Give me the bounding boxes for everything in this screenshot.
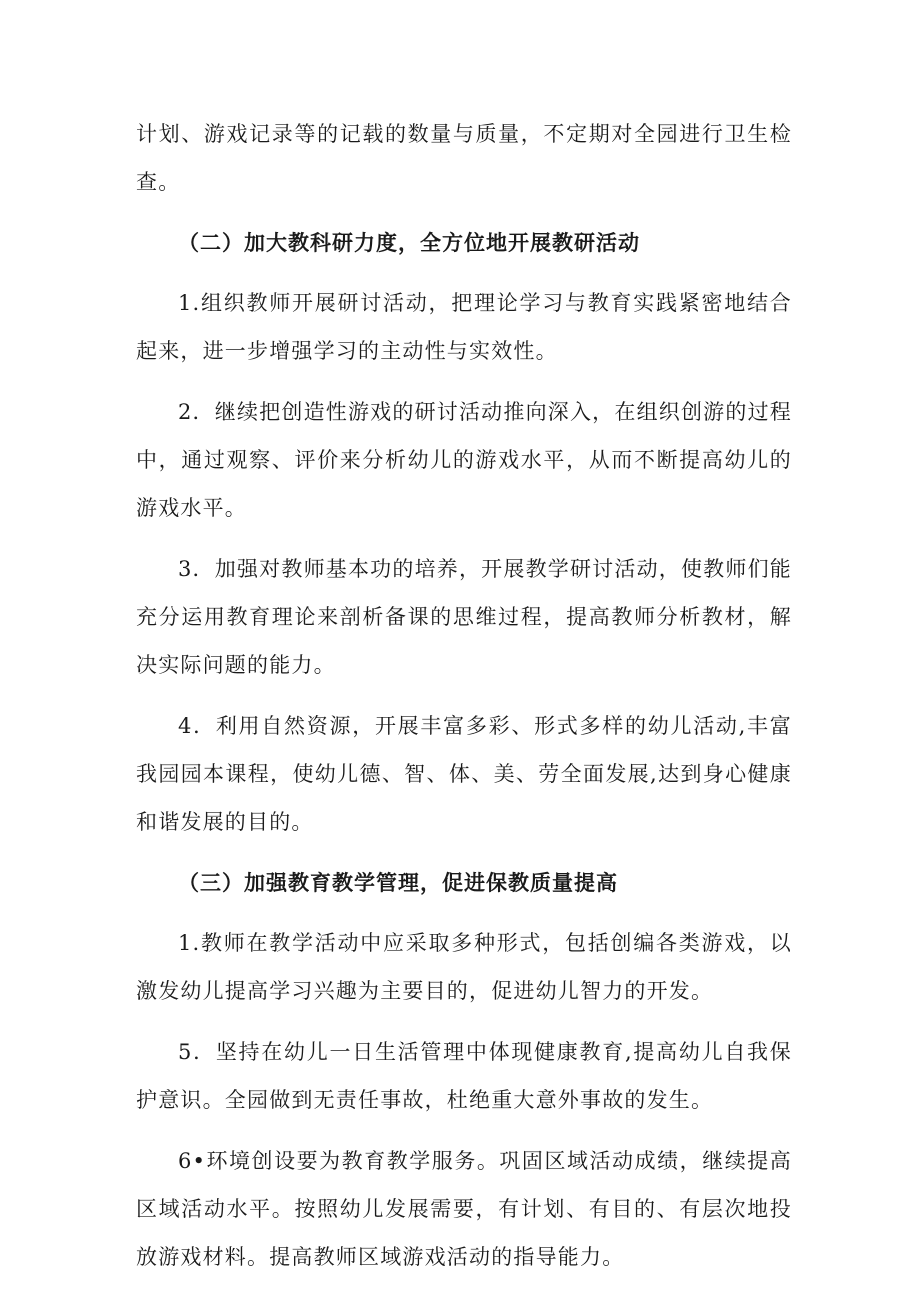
paragraph-item-2: 2．继续把创造性游戏的研讨活动推向深入，在组织创游的过程中，通过观察、评价来分析幼儿的游戏水平，从而不断提高幼儿的游戏水平。 [136, 400, 792, 520]
paragraph-item-3: 3．加强对教师基本功的培养，开展教学研讨活动，使教师们能充分运用教育理论来剖析备课的思维过程，提高教师分析教材，解决实际问题的能力。 [136, 557, 792, 677]
paragraph-continued: 计划、游戏记录等的记载的数量与质量，不定期对全园进行卫生检查。 [136, 122, 792, 194]
section-heading-text: （二）加大教科研力度，全方位地开展教研活动 [178, 230, 640, 255]
paragraph-item-1: 1.组织教师开展研讨活动，把理论学习与教育实践紧密地结合起来，进一步增强学习的主动性与实效性。 [136, 291, 792, 363]
paragraph-item-4: 4．利用自然资源，开展丰富多彩、形式多样的幼儿活动,丰富我园园本课程，使幼儿德、智、体、美、劳全面发展,达到身心健康和谐发展的目的。 [136, 714, 792, 834]
paragraph-item-1b: 1.教师在教学活动中应采取多种形式，包括创编各类游戏，以激发幼儿提高学习兴趣为主要目的，促进幼儿智力的开发。 [136, 931, 792, 1003]
section-heading-text: （三）加强教育教学管理，促进保教质量提高 [178, 870, 618, 895]
section-heading-2 [136, 219, 792, 267]
section-heading-3 [136, 859, 792, 907]
paragraph-item-5: 5．坚持在幼儿一日生活管理中体现健康教育,提高幼儿自我保护意识。全园做到无责任事故，杜绝重大意外事故的发生。 [136, 1040, 792, 1112]
document-body [136, 110, 792, 1294]
paragraph-item-6: 6•环境创设要为教育教学服务。巩固区域活动成绩，继续提高区域活动水平。按照幼儿发展需要，有计划、有目的、有层次地投放游戏材料。提高教师区域游戏活动的指导能力。 [136, 1149, 792, 1269]
